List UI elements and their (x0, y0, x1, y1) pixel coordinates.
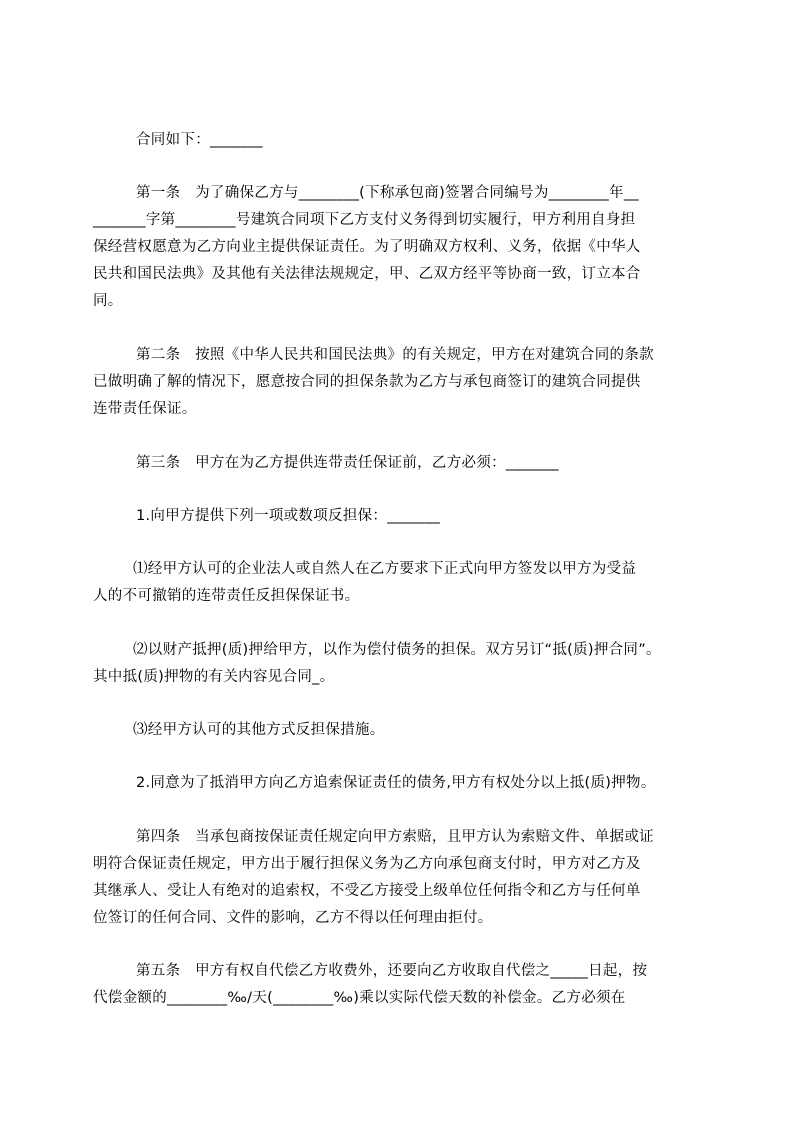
article-5-line: 第五条 甲方有权自代偿乙方收费外，还要向乙方收取自代偿之_____日起，按 (136, 963, 648, 979)
article-3-sub-1-line: ⑴经甲方认可的企业法人或自然人在乙方要求下正式向甲方签发以甲方为受益 (133, 561, 637, 577)
article-1-line: 保经营权愿意为乙方向业主提供保证责任。为了明确双方权利、义务，依据《中华人 (93, 239, 641, 255)
article-1-line: 第一条 为了确保乙方与________(下称承包商)签署合同编号为________年__ (136, 185, 639, 201)
article-4-line: 第四条 当承包商按保证责任规定向甲方索赔，且甲方认为索赔文件、单据或证 (136, 829, 654, 845)
intro-line: 合同如下：_______ (136, 132, 263, 148)
article-1-line: _______字第________号建筑合同项下乙方支付义务得到切实履行，甲方利用自身担 (93, 212, 636, 228)
article-5-line: 代偿金额的________‰/天(________‰)乘以实际代偿天数的补偿金。乙方必须在 (93, 990, 626, 1006)
article-3-item-2: 2.同意为了抵消甲方向乙方追索保证责任的债务,甲方有权处分以上抵(质)押物。 (136, 775, 656, 791)
article-2-line: 连带责任保证。 (93, 401, 197, 417)
article-2-line: 第二条 按照《中华人民共和国民法典》的有关规定，甲方在对建筑合同的条款 (136, 347, 654, 363)
article-4-line: 明符合保证责任规定，甲方出于履行担保义务为乙方向承包商支付时，甲方对乙方及 (93, 856, 641, 872)
article-3-sub-2-line: ⑵以财产抵押(质)押给甲方，以作为偿付债务的担保。双方另订“抵(质)押合同”。 (133, 642, 661, 658)
article-3-item-1: 1.向甲方提供下列一项或数项反担保：_______ (136, 508, 441, 524)
article-3-heading: 第三条 甲方在为乙方提供连带责任保证前，乙方必须：_______ (136, 455, 559, 471)
article-3-sub-3: ⑶经甲方认可的其他方式反担保措施。 (133, 722, 385, 738)
article-3-sub-1-line: 人的不可撤销的连带责任反担保保证书。 (93, 588, 360, 604)
article-4-line: 位签订的任何合同、文件的影响，乙方不得以任何理由拒付。 (93, 910, 493, 926)
article-4-line: 其继承人、受让人有绝对的追索权，不受乙方接受上级单位任何指令和乙方与任何单 (93, 883, 641, 899)
article-1-line: 同。 (93, 293, 123, 309)
article-3-sub-2-line: 其中抵(质)押物的有关内容见合同_。 (93, 669, 335, 685)
article-2-line: 已做明确了解的情况下，愿意按合同的担保条款为乙方与承包商签订的建筑合同提供 (93, 374, 641, 390)
article-1-line: 民共和国民法典》及其他有关法律法规规定，甲、乙双方经平等协商一致，订立本合 (93, 266, 641, 282)
